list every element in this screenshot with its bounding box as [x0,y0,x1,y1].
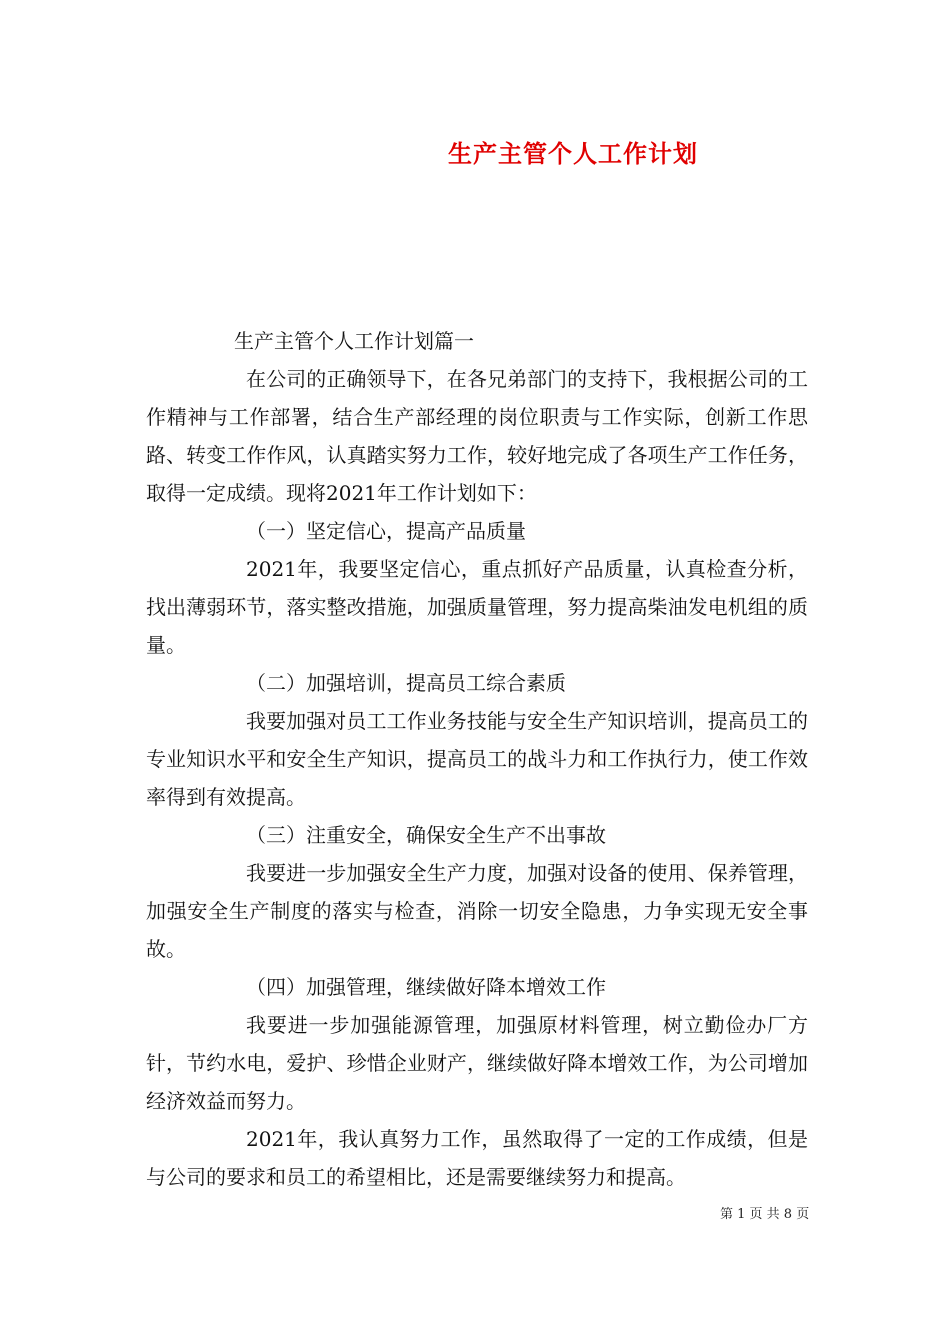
section-body-1: 2021年，我要坚定信心，重点抓好产品质量，认真检查分析，找出薄弱环节，落实整改措施，加强质量管理，努力提高柴油发电机组的质量。 [146,557,808,657]
closing-paragraph: 2021年，我认真努力工作，虽然取得了一定的工作成绩，但是与公司的要求和员工的希望相比，还是需要继续努力和提高。 [146,1127,808,1189]
page-number-footer: 第 1 页 共 8 页 [720,1207,810,1222]
document-title: 生产主管个人工作计划 [448,139,698,168]
section-body-3: 我要进一步加强安全生产力度，加强对设备的使用、保养管理，加强安全生产制度的落实与检查，消除一切安全隐患，力争实现无安全事故。 [146,861,808,961]
section-heading-4: （四）加强管理，继续做好降本增效工作 [246,975,606,999]
section-lead-heading: 生产主管个人工作计划篇一 [234,329,474,353]
document-body [146,322,808,1196]
section-heading-3: （三）注重安全，确保安全生产不出事故 [246,823,606,847]
section-heading-2: （二）加强培训，提高员工综合素质 [246,671,566,695]
section-body-4: 我要进一步加强能源管理，加强原材料管理，树立勤俭办厂方针，节约水电，爱护、珍惜企业财产，继续做好降本增效工作，为公司增加经济效益而努力。 [146,1013,808,1113]
section-heading-1: （一）坚定信心，提高产品质量 [246,519,526,543]
intro-paragraph: 在公司的正确领导下，在各兄弟部门的支持下，我根据公司的工作精神与工作部署，结合生产部经理的岗位职责与工作实际，创新工作思路、转变工作作风，认真踏实努力工作，较好地完成了各项生产工作任务，取得一定成绩。现将2021年工作计划如下： [146,367,808,505]
section-body-2: 我要加强对员工工作业务技能与安全生产知识培训，提高员工的专业知识水平和安全生产知识，提高员工的战斗力和工作执行力，使工作效率得到有效提高。 [146,709,808,809]
